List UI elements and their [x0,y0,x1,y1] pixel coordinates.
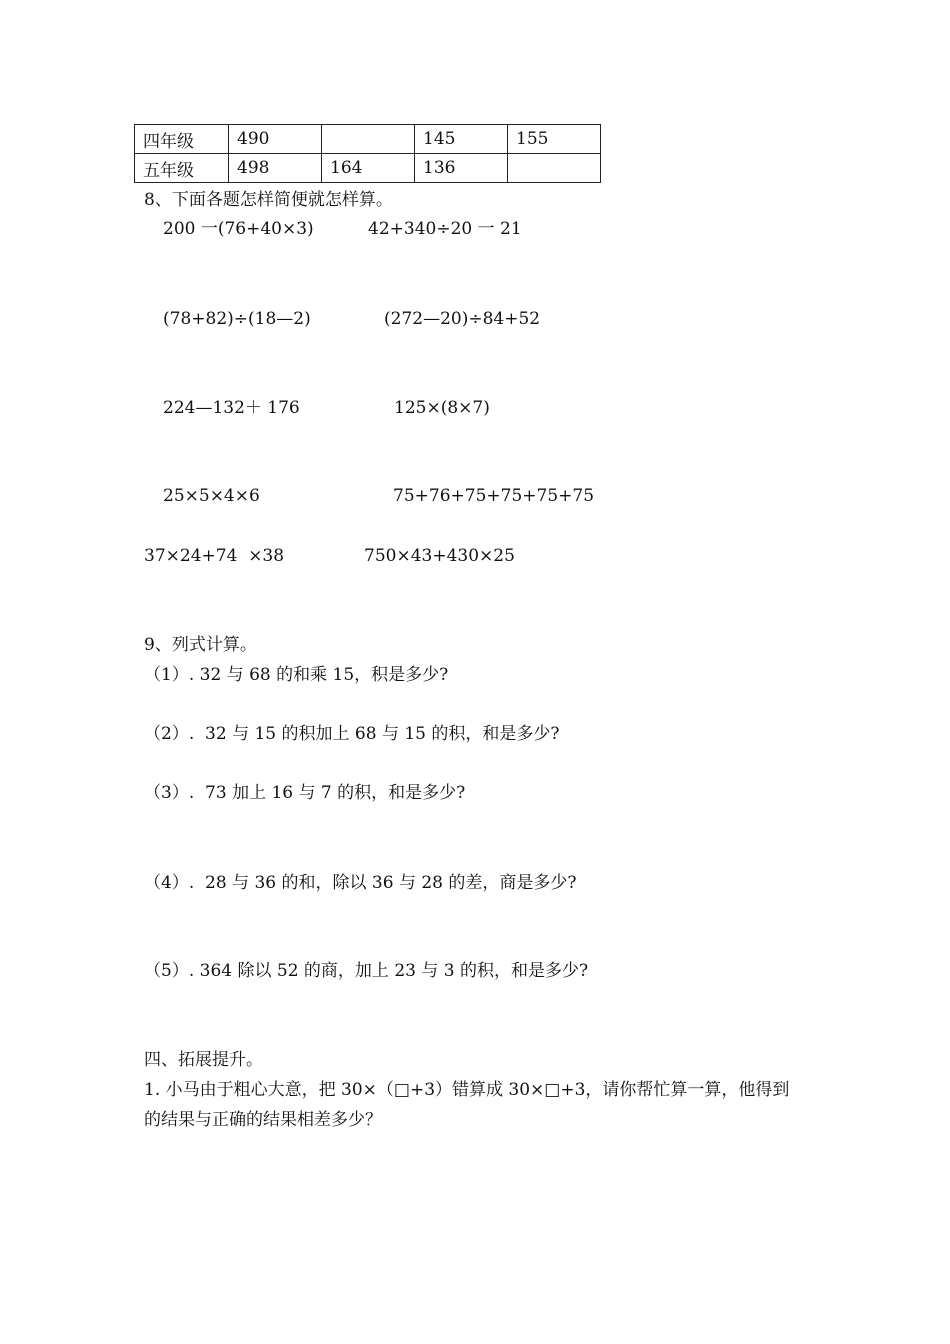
question-item: （5）. 364 除以 52 的商，加上 23 与 3 的积，和是多少? [144,961,589,981]
expression: 200 一(76+40×3) [163,219,314,239]
table-row [135,154,601,183]
table-cell: 498 [229,154,322,183]
question-9-heading: 9、列式计算。 [144,635,257,655]
question-8-heading: 8、下面各题怎样简便就怎样算。 [144,190,393,210]
table-cell: 136 [415,154,508,183]
problem-text-line-1: 1. 小马由于粗心大意，把 30×（□+3）错算成 30×□+3，请你帮忙算一算，他得到 [144,1080,790,1100]
table-row [135,125,601,154]
expression: (272—20)÷84+52 [384,309,541,329]
expression: 37×24+74 ×38 [144,546,285,566]
problem-text-line-2: 的结果与正确的结果相差多少？ [144,1110,382,1130]
expression: 125×(8×7) [394,398,490,418]
expression: (78+82)÷(18—2) [163,309,311,329]
question-item: （1）. 32 与 68 的和乘 15，积是多少? [144,665,449,685]
table-cell: 164 [322,154,415,183]
expression: 224—132＋ 176 [163,398,300,418]
expression: 75+76+75+75+75+75 [393,486,595,506]
expression: 42+340÷20 一 21 [368,219,522,239]
expression: 25×5×4×6 [163,486,260,506]
section-4-heading: 四、拓展提升。 [144,1050,263,1070]
table-cell: 490 [229,125,322,154]
table-cell: 四年级 [135,125,229,154]
question-item: （2）. 32 与 15 的积加上 68 与 15 的积，和是多少? [144,724,560,744]
expression: 750×43+430×25 [364,546,515,566]
grade-table [134,124,601,183]
table-cell: 155 [508,125,601,154]
question-item: （4）. 28 与 36 的和，除以 36 与 28 的差，商是多少? [144,873,577,893]
table-cell [322,125,415,154]
table-cell: 五年级 [135,154,229,183]
question-item: （3）. 73 加上 16 与 7 的积，和是多少? [144,783,466,803]
table-cell: 145 [415,125,508,154]
table-cell [508,154,601,183]
